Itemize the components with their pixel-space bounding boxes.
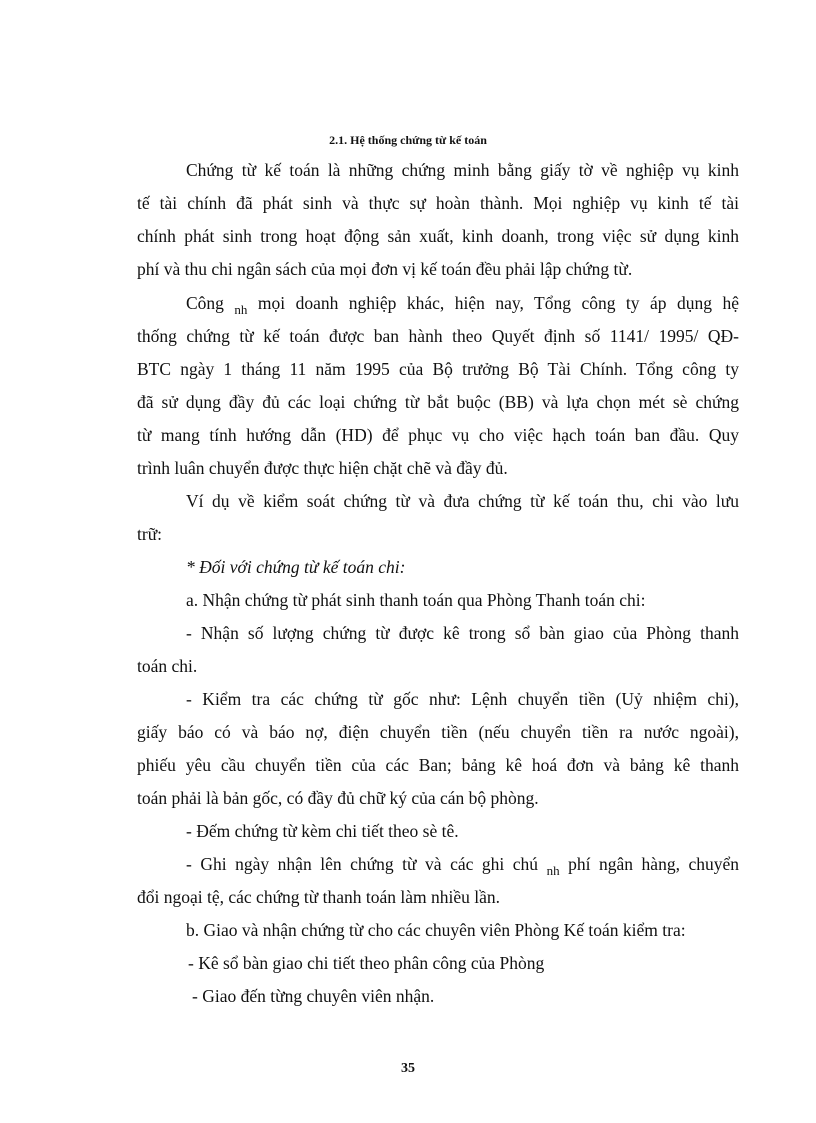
para2-line (186, 293, 739, 315)
para2-line: từ mang tính hướng dẫn (HD) để phục vụ cho việc hạch toán ban đầu. Quy (137, 425, 739, 445)
item-a4-small-nh: nh (546, 863, 560, 878)
para1-line: phí và thu chi ngân sách của mọi đơn vị kế toán đều phải lập chứng từ. (137, 259, 633, 279)
item-a2-line: - Kiểm tra các chứng từ gốc như: Lệnh chuyển tiền (Uỷ nhiệm chi), (186, 689, 739, 709)
item-a1-line: - Nhận số lượng chứng từ được kê trong sổ bàn giao của Phòng thanh (186, 623, 739, 643)
item-a3: - Đếm chứng từ kèm chi tiết theo sè tê. (186, 821, 459, 841)
item-b: b. Giao và nhận chứng từ cho các chuyên viên Phòng Kế toán kiểm tra: (186, 920, 686, 940)
item-a2-line: phiếu yêu cầu chuyển tiền của các Ban; bảng kê hoá đơn và bảng kê thanh (137, 755, 739, 775)
item-a2-line: toán phải là bản gốc, có đầy đủ chữ ký của cán bộ phòng. (137, 788, 539, 808)
para1-line: chính phát sinh trong hoạt động sản xuất, kinh doanh, trong việc sử dụng kinh (137, 226, 739, 246)
item-b2: - Giao đến từng chuyên viên nhận. (192, 986, 435, 1006)
para2-word: Công (186, 293, 224, 313)
section-heading: 2.1. Hệ thống chứng từ kế toán (329, 133, 487, 147)
item-a4-line: đổi ngoại tệ, các chứng từ thanh toán làm nhiều lần. (137, 887, 501, 907)
para2-line: trình luân chuyển được thực hiện chặt chẽ và đầy đủ. (137, 458, 508, 478)
page-number: 35 (401, 1061, 415, 1076)
para2-line: đã sử dụng đầy đủ các loại chứng từ bắt buộc (BB) và lựa chọn mét sè chứng (137, 392, 739, 412)
item-a1-line: toán chi. (137, 656, 198, 676)
item-a4-line (186, 854, 739, 876)
para2-rest: mọi doanh nghiệp khác, hiện nay, Tổng công ty áp dụng hệ (257, 293, 739, 313)
para2-line: BTC ngày 1 tháng 11 năm 1995 của Bộ trưởng Bộ Tài Chính. Tổng công ty (137, 359, 739, 379)
para1-line: tế tài chính đã phát sinh và thực sự hoàn thành. Mọi nghiệp vụ kinh tế tài (137, 193, 739, 213)
para3-line: Ví dụ về kiểm soát chứng từ và đưa chứng từ kế toán thu, chi vào lưu (186, 491, 739, 511)
item-a4-rest: phí ngân hàng, chuyển (568, 854, 740, 874)
subheading-chi: * Đối với chứng từ kế toán chi: (186, 557, 406, 577)
para2-line: thống chứng từ kế toán được ban hành theo Quyết định số 1141/ 1995/ QĐ- (137, 326, 739, 346)
para3-line: trữ: (137, 524, 163, 544)
item-b1: - Kê sổ bàn giao chi tiết theo phân công của Phòng (188, 953, 545, 973)
para1-line: Chứng từ kế toán là những chứng minh bằng giấy tờ về nghiệp vụ kinh (186, 160, 739, 180)
item-a2-line: giấy báo có và báo nợ, điện chuyển tiền (nếu chuyển tiền ra nước ngoài), (137, 722, 739, 742)
item-a4-start: - Ghi ngày nhận lên chứng từ và các ghi chú (186, 854, 539, 874)
para2-small-nh: nh (234, 302, 248, 317)
item-a: a. Nhận chứng từ phát sinh thanh toán qua Phòng Thanh toán chi: (186, 590, 646, 610)
